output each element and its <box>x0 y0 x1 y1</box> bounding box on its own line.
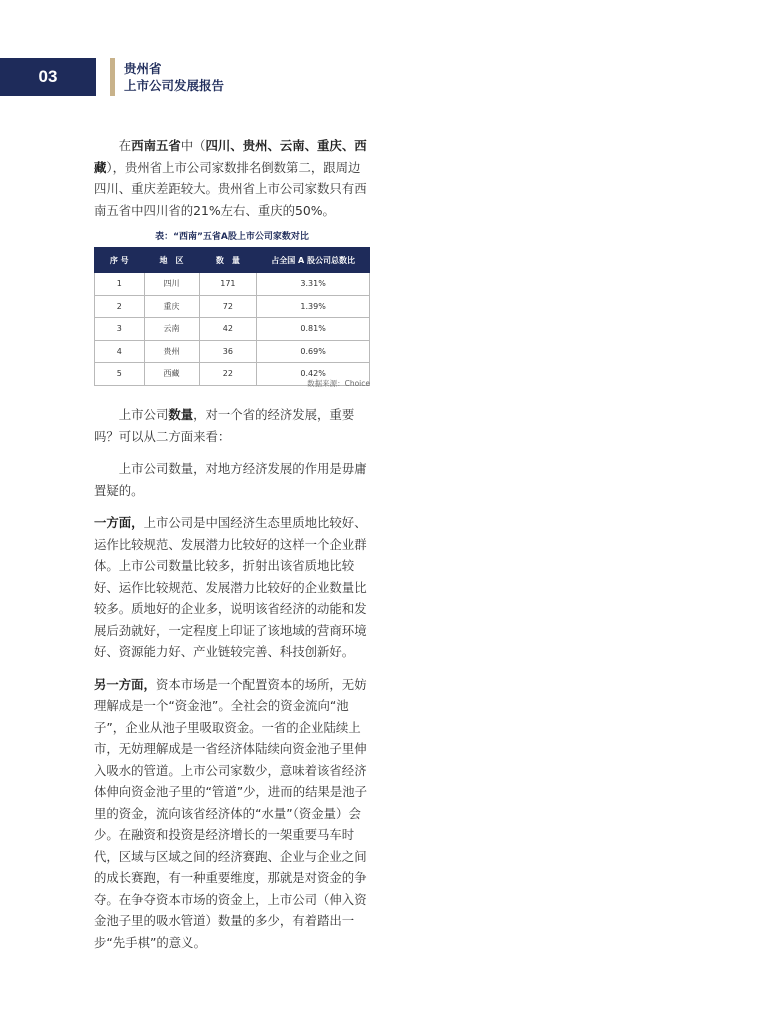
table-cell: 5 <box>95 363 145 386</box>
paragraph-text: 上市公司是中国经济生态里质地比较好、运作比较规范、发展潜力比较好的这样一个企业群体。上市公司数量比较多，折射出该省质地比较好、运作比较规范、发展潜力比较好的企业数量比较多。质地好的企业多，说明该省经济的动能和发展后劲就好，一定程度上印证了该地域的营商环境好、资源能力好、产业链较完善、科技创新好。 <box>94 515 367 659</box>
table-cell: 贵州 <box>144 340 199 363</box>
intro-bold-provinces: 四川、贵州、云南、重庆、西藏 <box>94 138 367 175</box>
table-cell: 3.31% <box>257 273 370 296</box>
table-caption: 表：“西南”五省A股上市公司家数对比 <box>155 232 309 242</box>
report-title <box>124 60 224 94</box>
report-title-line2: 上市公司发展报告 <box>124 78 225 93</box>
table-cell: 0.42% <box>257 363 370 386</box>
paragraph-4 <box>94 674 372 954</box>
paragraph-bold: 一方面， <box>94 515 144 530</box>
paragraph-3 <box>94 512 372 663</box>
intro-paragraph <box>94 135 372 221</box>
intro-text: 在 <box>118 138 132 153</box>
table-cell: 0.69% <box>257 340 370 363</box>
intro-text: ），贵州省上市公司家数排名倒数第二，跟周边四川、重庆差距较大。贵州省上市公司家数只有西南五省中四川省的21%左右、重庆的50%。 <box>94 159 367 218</box>
table-cell: 42 <box>199 318 257 341</box>
paragraph-text: 上市公司 <box>118 407 169 422</box>
table-cell: 云南 <box>144 318 199 341</box>
paragraph-2: 上市公司数量，对地方经济发展的作用是毋庸置疑的。 <box>94 461 367 498</box>
paragraph-text: ，对一个省的经济发展，重要吗？可以从二方面来看： <box>94 407 355 444</box>
table-source: 数据来源：Choice <box>307 379 370 388</box>
paragraph-text: 资本市场是一个配置资本的场所，无妨理解成是一个“资金池”。全社会的资金流向“池子”，企业从池子里吸取资金。一省的企业陆续上市，无妨理解成是一省经济体陆续向资金池子里伸入吸水的管道。上市公司家数少，意味着该省经济体伸向资金池子里的“管道”少，进而的结果是池子里的资金，流向该省经济体的“水量”（资金量）会少。在融资和投资是经济增长的一架重要马车时代，区域与区域之间的经济赛跑、企业与企业之间的成长赛跑，有一种重要维度，那就是对资金的争夺。在争夺资本市场的资金上，上市公司（伸入资金池子里的吸水管道）数量的多少，有着踏出一步“先手棋”的意义。 <box>94 676 368 950</box>
table-cell: 重庆 <box>144 295 199 318</box>
paragraph-bold: 另一方面， <box>94 676 156 692</box>
table-row <box>95 273 370 296</box>
header-accent-bar <box>110 58 115 96</box>
page-number: 03 <box>38 67 58 86</box>
column-header: 序 号 <box>95 248 145 273</box>
table-cell: 4 <box>95 340 145 363</box>
body-text <box>94 404 372 953</box>
column-header: 占全国 A 股公司总数比 <box>257 248 370 273</box>
table-cell: 2 <box>95 295 145 318</box>
table-row <box>95 318 370 341</box>
table-cell: 36 <box>199 340 257 363</box>
table-row <box>95 295 370 318</box>
table-cell: 22 <box>199 363 257 386</box>
table-cell: 1 <box>95 273 145 296</box>
report-title-line1: 贵州省 <box>124 61 162 76</box>
intro-text: 中（ <box>180 138 206 153</box>
paragraph-bold: 数量 <box>168 407 194 422</box>
table-row <box>95 340 370 363</box>
intro-bold-region: 西南五省 <box>131 138 181 153</box>
listed-companies-table <box>94 247 370 386</box>
table-cell: 171 <box>199 273 257 296</box>
table-cell: 72 <box>199 295 257 318</box>
table-cell: 西藏 <box>144 363 199 386</box>
table-cell: 3 <box>95 318 145 341</box>
table-cell: 四川 <box>144 273 199 296</box>
paragraph-1 <box>94 404 372 447</box>
table-cell: 0.81% <box>257 318 370 341</box>
column-header: 数 量 <box>199 248 257 273</box>
table-cell: 1.39% <box>257 295 370 318</box>
column-header: 地 区 <box>144 248 199 273</box>
